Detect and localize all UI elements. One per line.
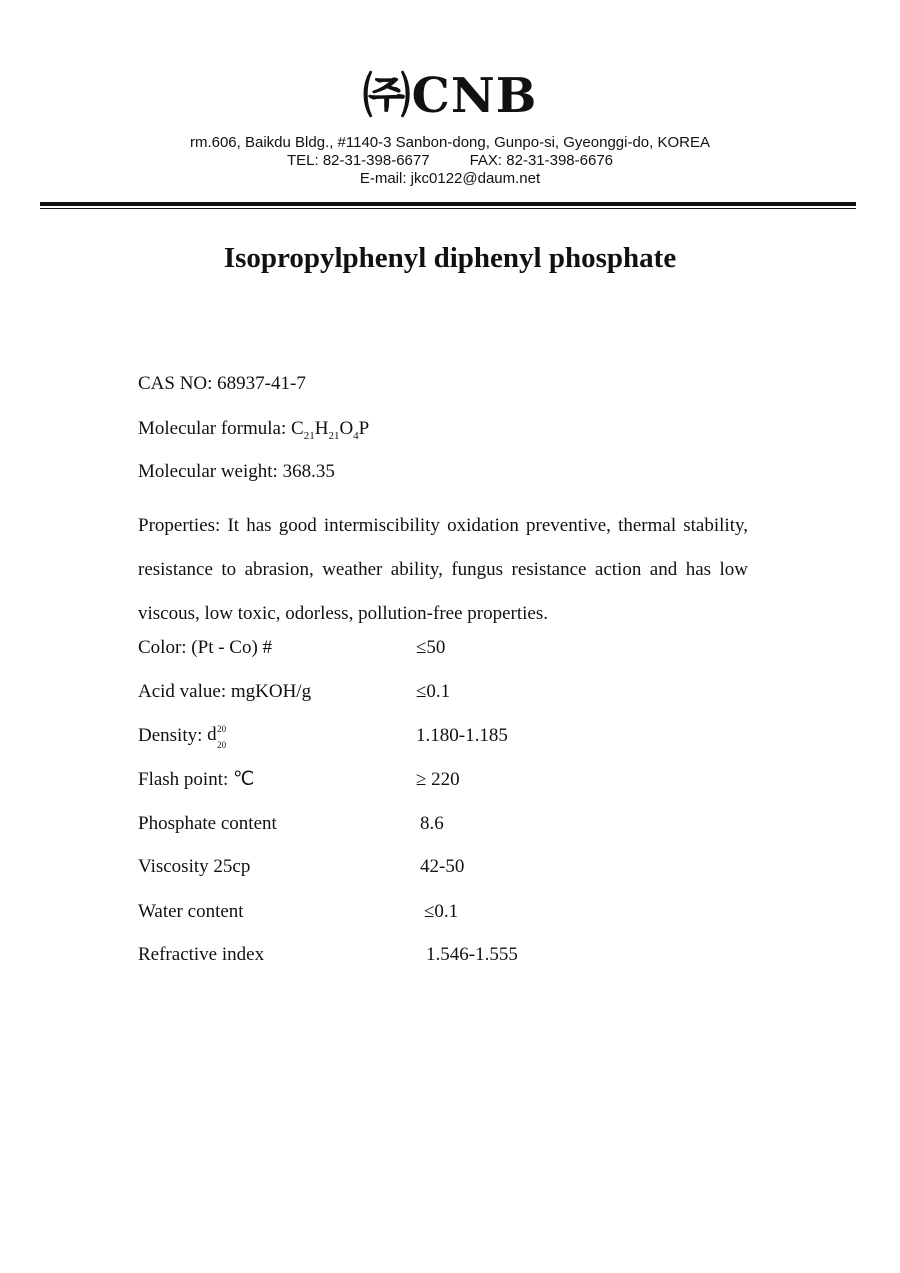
spec-value-water-content: ≤0.1 (424, 901, 459, 922)
molecular-weight: Molecular weight: 368.35 (138, 461, 335, 482)
formula-element-c: C (291, 418, 304, 439)
formula-count-o: 4 (353, 429, 359, 442)
spec-label-phosphate-content: Phosphate content (138, 813, 277, 834)
spec-label-color: Color: (Pt - Co) # (138, 637, 273, 658)
email-address: E-mail: jkc0122@daum.net (359, 170, 541, 187)
header-divider-thick (40, 202, 856, 206)
density-symbol-sub: 20 (217, 740, 227, 750)
spec-value-density: 1.180-1.185 (416, 725, 508, 746)
cas-number: CAS NO: 68937-41-7 (138, 373, 306, 394)
formula-element-o: O (339, 418, 354, 439)
spec-value-acid-value: ≤0.1 (416, 681, 451, 702)
spec-label-flash-point: Flash point: ℃ (138, 769, 255, 790)
spec-label-density (138, 724, 229, 748)
spec-value-color: ≤50 (416, 637, 446, 658)
formula-count-h: 21 (328, 429, 340, 442)
company-name: ㈜CNB (362, 68, 538, 124)
properties-paragraph: Properties: It has good intermiscibility oxidation preventive, thermal stability, resistance to abrasion, weather ability, fungus resistance action and has low viscous, low toxic, odorless, pollution-free properties. (138, 515, 748, 624)
spec-value-viscosity: 42-50 (420, 856, 465, 877)
formula-element-h: H (314, 418, 329, 439)
tel-number: TEL: 82-31-398-6677 (286, 152, 430, 169)
spec-label-viscosity: Viscosity 25cp (138, 856, 251, 877)
fax-number: FAX: 82-31-398-6676 (469, 152, 614, 169)
spec-value-refractive-index: 1.546-1.555 (426, 944, 518, 965)
header-divider-thin (40, 208, 856, 209)
molecular-formula (138, 417, 369, 441)
spec-label-acid-value: Acid value: mgKOH/g (138, 681, 312, 702)
density-label-text: Density: (138, 725, 208, 746)
spec-value-flash-point: ≥ 220 (416, 769, 460, 790)
address-line: rm.606, Baikdu Bldg., #1140-3 Sanbon-dong, Gunpo-si, Gyeonggi-do, KOREA (189, 134, 711, 151)
spec-label-water-content: Water content (138, 901, 244, 922)
molecular-formula-label: Molecular formula: (138, 418, 292, 439)
formula-count-c: 21 (303, 429, 315, 442)
formula-element-p: P (358, 418, 370, 439)
document-title: Isopropylphenyl diphenyl phosphate (223, 242, 677, 274)
density-symbol-sup: 20 (217, 724, 227, 734)
spec-value-phosphate-content: 8.6 (420, 813, 444, 834)
contact-line (0, 152, 900, 170)
density-symbol-base: d (207, 724, 217, 745)
company-address-block (0, 134, 900, 188)
spec-label-refractive-index: Refractive index (138, 944, 265, 965)
